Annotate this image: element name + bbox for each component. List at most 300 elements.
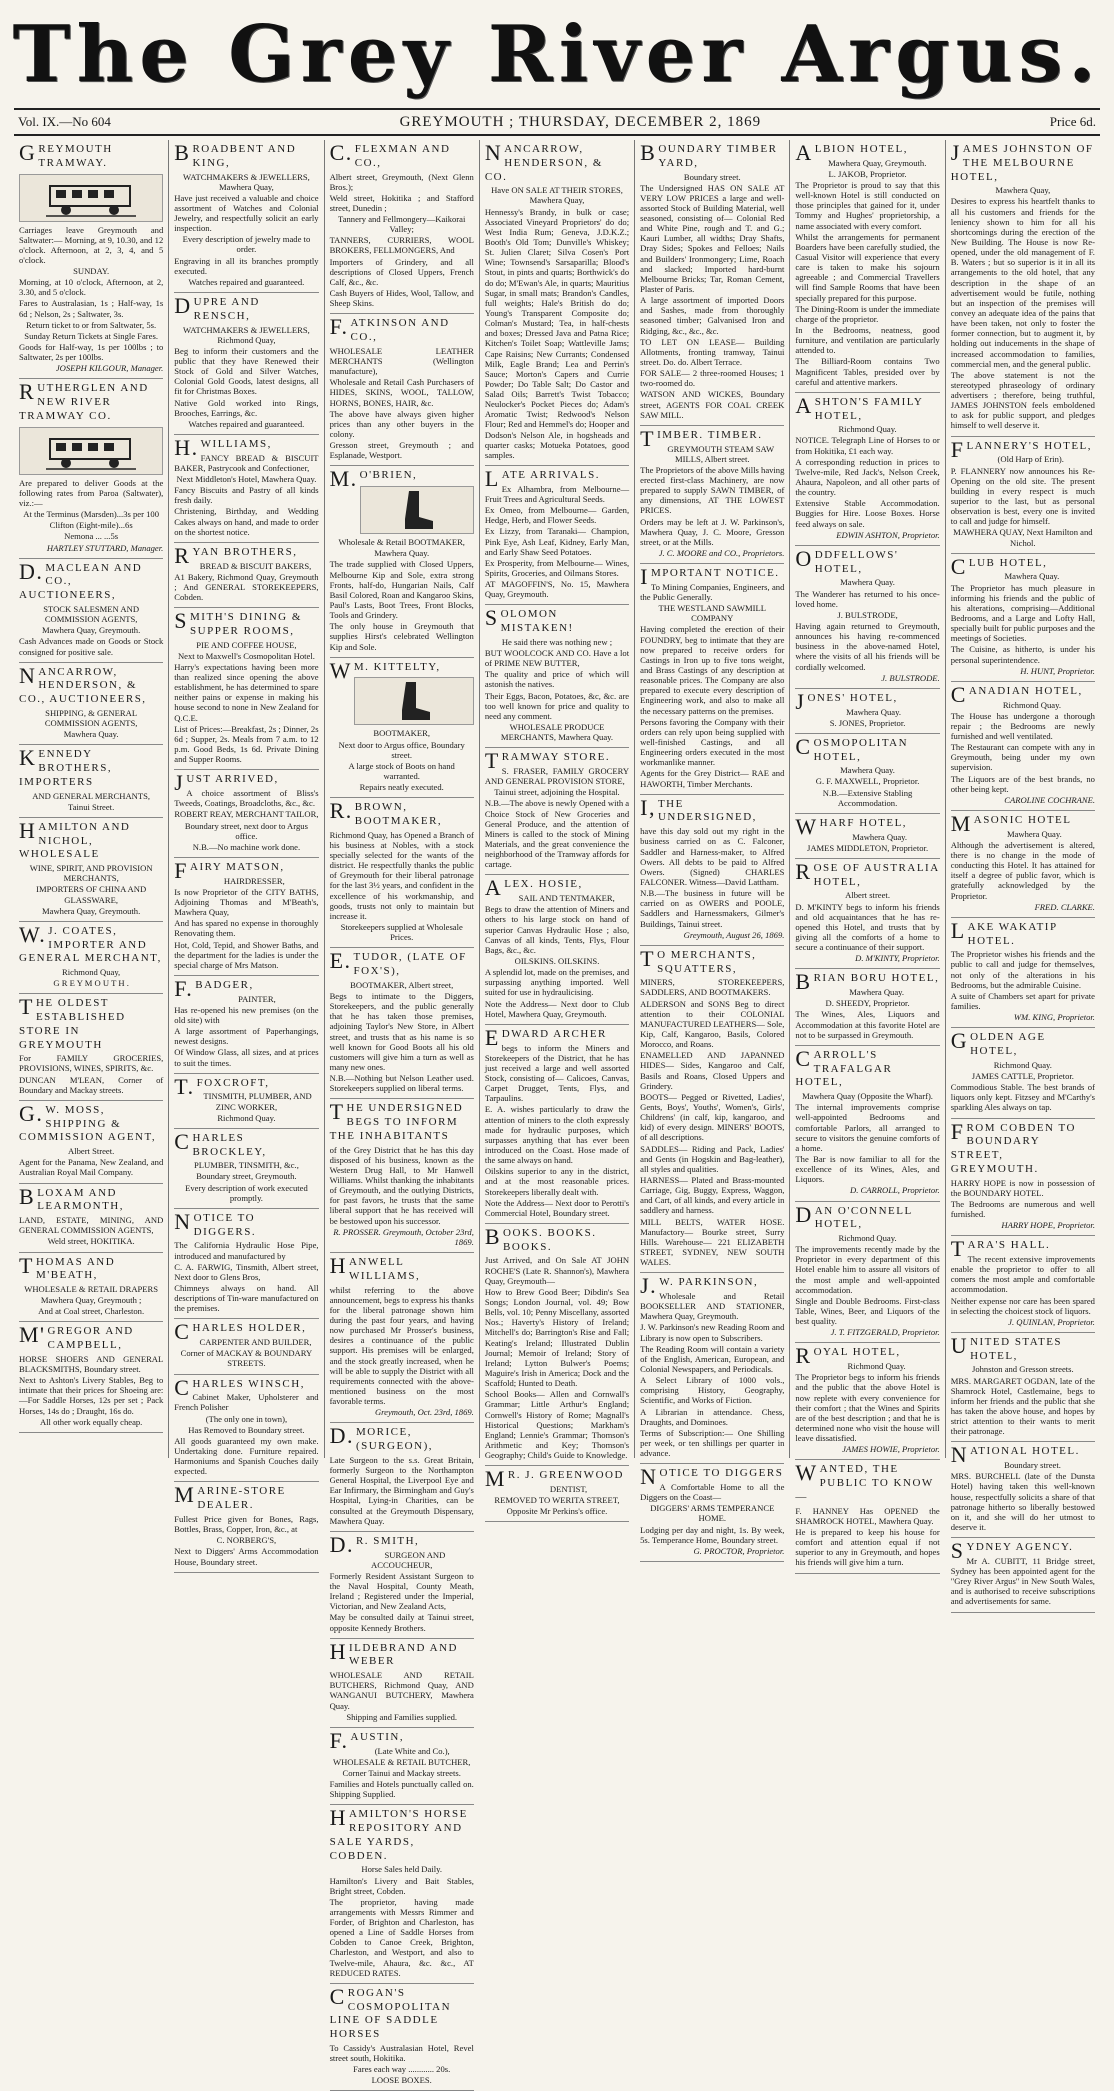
advertisement-heading: MARINE-STORE DEALER. [174, 1482, 286, 1512]
advertisement-heading: ALBION HOTEL, [795, 140, 908, 165]
advertisement-text: TANNERS, CURRIERS, WOOL BROKERS, FELLMONGERS, And [329, 235, 474, 256]
advertisement-text: The proprietor, having made arrangements with Messrs Rimmer and Forder, of Brighton and Charleston, has opened a Line of Saddle Horses from Cobden to Canoe Creek, Brighton, Charleston, and Westport, and also to Twelve-mile, Ahaura, &c. &c., AT REDUCED RATES. [329, 1896, 474, 1978]
advertisement-text: Neither expense nor care has been spared in selecting the choicest stock of liquors. [950, 1295, 1095, 1316]
advertisement [795, 1046, 939, 1202]
advertisement-heading: FLANNERY'S HOTEL, [950, 436, 1093, 462]
advertisement [330, 798, 474, 948]
advertisement-text: HARRY HOPE is now in possession of the BOUNDARY HOTEL. [950, 1177, 1095, 1198]
advertisement-text: N.B.—Extensive Stabling Accommodation. [822, 787, 913, 808]
advertisement-text: N.B.—The business in future will be carried on as OWERS and POOLE, Saddlers and Harnessmakers, Gilmer's Buildings, Tainui street. [640, 888, 785, 929]
advertisement-heading: BROADBENT AND KING, [174, 140, 297, 169]
advertisement-heading: CLUB HOTEL, [950, 553, 1048, 579]
advertisement-heading: J.W. PARKINSON, [640, 1273, 759, 1299]
advertisement-heading: SOLOMON MISTAKEN! [484, 605, 574, 635]
advertisement-signature: Greymouth, August 26, 1869. [683, 929, 785, 940]
advertisement-heading: COSMOPOLITAN HOTEL, [795, 733, 909, 763]
advertisement-text: SADDLES— Riding and Pack, Ladies' and Gents (in Hogskin and Bag-leather), all styles and qualities. [640, 1143, 785, 1174]
advertisement-heading: THE OLDEST ESTABLISHED STORE IN GREYMOUTH [19, 994, 126, 1051]
advertisement [330, 1984, 474, 2091]
advertisement [640, 1273, 784, 1464]
advertisement-text: The Undersigned HAS ON SALE AT VERY LOW PRICES a large and well-assorted Stock of Building Material, well seasoned, consisting of— Colonial Red and White Pine, rough and T. and G.; Kauri Lumber, all widths; Dray Shafts, Dray Sides; Spokes and Felloes; Nails and Builders' Ironmongery; Lime, Roach and slacked; Imported hard-burnt Melbourne Bricks; Tar, Roman Cement, Plaster of Paris. [640, 182, 785, 295]
advertisement-heading: I,THE UNDERSIGNED, [640, 794, 757, 824]
advertisement-heading: W.J. COATES, IMPORTER AND GENERAL MERCHANT, [19, 921, 162, 965]
advertisement-text: MILL BELTS, WATER HOSE. Manufactory— Bourke street, Surry Hills. Warehouse— 221 ELIZABETH STREET, SYDNEY, NEW SOUTH WALES. [640, 1216, 785, 1268]
advertisement-text: A large stock of Boots on hand warranted. [348, 760, 455, 781]
advertisement-heading: TIMBER. TIMBER. [640, 425, 763, 451]
advertisement-text: Mawhera Quay, Greymouth ; [40, 1295, 142, 1306]
advertisement-heading: NANCARROW, HENDERSON, & CO. [484, 140, 603, 183]
advertisement-text: WATSON AND WICKES, Boundary street, AGENTS FOR COAL CREEK SAW MILL. [640, 389, 785, 420]
advertisement [19, 922, 163, 995]
advertisement-heading: MR. J. GREENWOOD [484, 1466, 624, 1492]
place-and-date: GREYMOUTH ; THURSDAY, DECEMBER 2, 1869 [399, 113, 762, 130]
advertisement-text: Begs to draw the attention of Miners and others to his large stock on hand of superior Canvas Hydraulic Hose ; also, Canvas of all kinds, Tents, Flys, Flour Bags, &c., &c. [484, 904, 630, 955]
advertisement [951, 1442, 1095, 1538]
advertisement-text: HORSE SHOERS AND GENERAL BLACKSMITHS, Boundary street. [19, 1353, 164, 1375]
column-6 [790, 140, 945, 1568]
advertisement-text: AND GENERAL MERCHANTS, [32, 790, 151, 801]
advertisement-text: TO LET ON LEASE— Building Allotments, fronting tramway, Tainui street. Do. do. Albert Terrace. [640, 336, 785, 368]
advertisement-heading: BOUNDARY TIMBER YARD, [640, 140, 778, 169]
advertisement-heading: THOMAS AND M'BEATH, [19, 1252, 116, 1282]
advertisement-text: Mawhera Quay. [840, 765, 895, 776]
advertisement-text: Cabinet Maker, Upholsterer and French Polisher [174, 1392, 319, 1413]
advertisement-text: Opposite Mr Perkins's office. [506, 1506, 608, 1517]
advertisement-heading: NATIONAL HOTEL. [950, 1442, 1080, 1468]
dateline-bar [14, 108, 1100, 136]
advertisement-heading: CARROLL'S TRAFALGAR HOTEL, [795, 1045, 893, 1089]
advertisement-heading: KENNEDY BROTHERS, IMPORTERS [19, 745, 113, 788]
advertisement-heading: CROGAN'S COSMOPOLITAN LINE OF SADDLE HORSES [329, 1983, 452, 2041]
advertisement [951, 1236, 1095, 1333]
advertisement-heading: UNITED STATES HOTEL, [950, 1332, 1063, 1362]
advertisement-signature: HARRY HOPE, Proprietor. [1001, 1220, 1095, 1231]
advertisement-signature: WM. KING, Proprietor. [1013, 1012, 1095, 1023]
tram-carriage-illustration [19, 427, 163, 475]
advertisement-text: Boundary street, next door to Argus office. [184, 820, 308, 841]
advertisement [795, 1202, 939, 1344]
advertisement-heading: FROM COBDEN TO BOUNDARY STREET, GREYMOUTH. [950, 1118, 1076, 1175]
advertisement-text: Johnston and Gresson streets. [971, 1364, 1074, 1375]
advertisement-text: have this day sold out my right in the business carried on as C. Falconer, Saddler and Harness-maker, to Alfred Owers. All debts to be paid to Alfred Owers. (Signed) CHARLES FALCONER. Witness—David Lattham. [640, 826, 785, 887]
advertisement-text: The Proprietor is proud to say that this well-known Hotel is still conducted on those principles that gained for it, under Tommy and Hughes' proprietorship, a name associated with every comfort. [795, 180, 940, 231]
advertisement-text: Mawhera Quay. [852, 831, 908, 842]
advertisement-text: The recent extensive improvements enable the proprietor to offer to all comers the most ample and comfortable accommodation. [950, 1253, 1095, 1295]
advertisement-text: (Late White and Co.), [374, 1745, 450, 1756]
advertisement-heading: TO MERCHANTS, SQUATTERS, [640, 945, 757, 975]
advertisement-text: JAMES CATTLE, Proprietor. [971, 1070, 1074, 1081]
advertisement-signature: D. M'KINTY, Proprietor. [855, 953, 940, 964]
advertisement [174, 770, 318, 858]
advertisement [951, 140, 1095, 437]
advertisement-text: The Bar is now familiar to all for the excellence of its Wines, Ales, and Liquors. [795, 1153, 940, 1185]
advertisement-text: Ex Alhambra, from Melbourne— Fruit Trees and Agricultural Seeds. [484, 483, 630, 504]
advertisement-heading: CHARLES HOLDER, [174, 1319, 307, 1345]
advertisement-text: WATCHMAKERS & JEWELLERS, Mawhera Quay, [183, 171, 310, 192]
advertisement-text: WHOLESALE PRODUCE MERCHANTS, Mawhera Quay. [500, 721, 614, 743]
advertisement-text: The above statement is not the stereotyped phraseology of ordinary advertisers ; therefore, being truthful, JAMES JOHNSTON feels emboldened to ask for public support, and pledges himself to well deserve it. [950, 369, 1095, 431]
advertisement-text: Mawhera Quay. [840, 577, 895, 588]
advertisement-text: Albert street, Greymouth, (Next Glenn Bros.); [329, 171, 474, 192]
advertisement-text: Hot, Cold, Tepid, and Shower Baths, and the department for the ladies is under the special charge of Mrs Matson. [174, 939, 319, 970]
advertisement-text: Cash Buyers of Hides, Wool, Tallow, and Sheep Skins. [329, 288, 474, 309]
advertisement-text: Mawhera Quay, Greymouth. [828, 157, 927, 168]
advertisement [19, 745, 163, 818]
advertisement [485, 748, 629, 875]
advertisement-text: A1 Bakery, Richmond Quay, Greymouth ; And GENERAL STOREKEEPERS, Cobden. [174, 571, 319, 602]
advertisement-text: Every description of jewelry made to order. [182, 234, 311, 255]
advertisement [19, 1101, 163, 1184]
advertisement [640, 564, 784, 795]
advertisement-text: Ex Prosperity, from Melbourne— Wines, Spirits, Groceries, and Oilmans Stores. [484, 557, 630, 578]
advertisement-heading: FAIRY MATSON, [174, 857, 285, 883]
advertisement-signature: HARTLEY STUTTARD, Manager. [46, 542, 164, 553]
advertisement-heading: ODDFELLOWS' HOTEL, [795, 545, 899, 575]
advertisement-signature: R. PROSSER. Greymouth, October 23rd, 1869. [333, 1226, 474, 1247]
advertisement-text: The Proprietor wishes his friends and the public to call and judge for themselves, not only of the alterations in his Bedrooms, but the admirable Cuisine. [950, 949, 1095, 990]
advertisement-text: G R E Y M O U T H . [53, 978, 129, 989]
advertisement-text: A suite of Chambers set apart for private families. [950, 990, 1095, 1012]
advertisement [330, 1099, 474, 1253]
advertisement-text: Mawhera Quay (Opposite the Wharf). [802, 1091, 933, 1102]
advertisement-text: A large assortment of Paperhangings, newest designs. [174, 1026, 319, 1047]
boot-illustration [360, 486, 474, 534]
advertisement-text: Commodious Stable. The best brands of liquors only kept. Fitzsey and M'Carthy's sparkling Ales always on tap. [950, 1082, 1095, 1113]
advertisement-heading: GOLDEN AGE HOTEL, [950, 1028, 1046, 1058]
advertisement-heading: THE UNDERSIGNED BEGS TO INFORM THE INHABITANTS [329, 1099, 464, 1142]
advertisement-heading: WM. KITTELTY, [329, 657, 441, 683]
advertisement-text: begs to inform the Miners and Storekeepers of the District, that he has just received a large and well assorted Stock, consisting of— Calicoes, Canvas, Carpet Drugget, Tents, Flys, and Tarpaulins. [484, 1042, 630, 1104]
advertisement [640, 946, 784, 1273]
advertisement-heading: JAMES JOHNSTON OF THE MELBOURNE HOTEL, [950, 140, 1094, 183]
advertisement [951, 1333, 1095, 1442]
advertisement [795, 1343, 939, 1460]
advertisement-text: Late Surgeon to the s.s. Great Britain, formerly Surgeon to the Northampton General Hospital, the Liverpool Eye and Ear Infirmary, the Birmingham and Guy's Hospital, Lying-in Charities, can be consulted at the Greymouth Dispensary, Mawhera Quay. [329, 1454, 474, 1526]
advertisement [795, 546, 939, 689]
advertisement-text: Mawhera Quay, [995, 185, 1051, 196]
advertisement [174, 608, 318, 770]
advertisement-text: Sunday Return Tickets at Single Fares. [24, 330, 158, 341]
advertisement [174, 976, 318, 1074]
advertisement-text: BOOTS— Pegged or Rivetted, Ladies', Gents, Boys', Youths', Women's, Girls', Childrens' (in calf, kip, kangaroo, and kid) of every design. MINERS' BOOTS, of all descriptions. [640, 1091, 785, 1143]
advertisement-text: The Proprietor has much pleasure in informing his friends and the public of his alterations, comprising—Additional Bedrooms, and a Large and Lofty Hall, specially built for public purposes and the meetings of Societies. [950, 582, 1095, 644]
advertisement-text: The Proprietors of the above Mills having erected first-class Machinery, are now prepared to supply SAWN TIMBER, of any dimensions, AT THE LOWEST PRICES. [640, 464, 785, 516]
advertisement-text: STOCK SALESMEN AND COMMISSION AGENTS, [43, 603, 140, 625]
advertisement [330, 1805, 474, 1984]
column-3 [325, 140, 480, 2086]
advertisement [640, 140, 784, 426]
advertisement-text: Mawhera Quay, Greymouth. [42, 905, 141, 916]
advertisement-text: WHOLESALE & RETAIL BUTCHER, [332, 1756, 471, 1767]
advertisement-text: Next to Diggers' Arms Accommodation House, Boundary street. [174, 1546, 319, 1567]
advertisement-text: A Select Library of 1000 vols., comprising History, Geography, Scientific, and Works of Fiction. [640, 1375, 785, 1406]
advertisement-text: Families and Hotels punctually called on. Shipping Supplied. [329, 1779, 474, 1800]
advertisement-text: Note the Address— Next door to Club Hotel, Mawhera Quay, Greymouth. [484, 998, 630, 1019]
advertisement-text: SAIL AND TENTMAKER, [518, 893, 615, 904]
advertisement [19, 818, 163, 922]
advertisement-text: Mawhera Quay. [846, 706, 901, 717]
advertisement-text: Have just received a valuable and choice assortment of Watches and Colonial Jewelry, and respectfully solicit an early inspection. [174, 192, 319, 234]
advertisement-text: Fares each way ............ 20s. [353, 2064, 451, 2075]
advertisement-heading: F.AUSTIN, [329, 1727, 405, 1753]
advertisement-text: Richmond Quay, has Opened a Branch of his business at Nobles, with a stock specially selected for the wants of the district. He respectfully thanks the public of Greymouth for their liberal patronage for the last 3½ years, and confident in the excellence of his workmanship, and goods, trusts not only to maintain but increase it. [329, 829, 474, 921]
advertisement-signature: J. T. FITZGERALD, Proprietor. [830, 1327, 940, 1338]
advertisement-heading: M.O'BRIEN, [329, 466, 418, 492]
advertisement-text: S. FRASER, FAMILY GROCERY AND GENERAL PROVISION STORE, [484, 766, 630, 787]
advertisement [330, 658, 474, 799]
advertisement-text: A large assortment of imported Doors and Sashes, made from thoroughly seasoned timber; Galvanised Iron and Ridging, &c., &c., &c. [640, 295, 785, 336]
advertisement-text: REMOVED TO WERITA STREET, [494, 1495, 620, 1506]
advertisement-text: List of Prices:—Breakfast, 2s ; Dinner, 2s 6d ; Supper, 2s. Meals from 7 a.m. to 12 p.m. Good Beds, 1s 6d. Private Dining and Supper Rooms. [174, 723, 319, 765]
advertisement-text: Wholesale and Retail BOOKSELLER AND STATIONER, Mawhera Quay, Greymouth. [640, 1290, 785, 1322]
advertisement [174, 858, 318, 976]
advertisement-heading: NOTICE TO DIGGERS [640, 1464, 784, 1490]
advertisement [174, 1482, 318, 1572]
volume-number: Vol. IX.—No 604 [18, 114, 111, 129]
advertisement-heading: G.W. MOSS, SHIPPING & COMMISSION AGENT, [19, 1100, 157, 1144]
advertisement-heading: D.MACLEAN AND CO., AUCTIONEERS, [19, 558, 143, 602]
advertisement-heading: F.ATKINSON AND CO., [329, 314, 450, 344]
boot-illustration [354, 677, 474, 725]
advertisement [174, 1209, 318, 1319]
column-2 [169, 140, 324, 1567]
advertisement-text: SUNDAY. [73, 266, 110, 277]
advertisement-text: HARNESS— Plated and Brass-mounted Carriage, Gig, Buggy, Express, Waggon, and Cart, of all kinds, and every article in saddlery and harness. [640, 1174, 785, 1216]
advertisement-text: ENAMELLED AND JAPANNED HIDES— Sides, Kangaroo and Calf, Basils and Roans, Closed Uppers and Grindery. [640, 1050, 785, 1091]
advertisement-text: Fullest Price given for Bones, Rags, Bottles, Brass, Copper, Iron, &c., at [174, 1513, 319, 1535]
advertisement-heading: JUST ARRIVED, [174, 770, 279, 796]
advertisement-text: Their Eggs, Bacon, Potatoes, &c, &c. are too well known for price and quality to need any comment. [484, 690, 630, 721]
advertisement-text: N.B.—Nothing but Nelson Leather used. Storekeepers supplied on liberal terms. [329, 1073, 474, 1094]
advertisement-heading: T.FOXCROFT, [174, 1073, 270, 1099]
advertisement-signature: CAROLINE COCHRANE. [1004, 794, 1095, 805]
advertisement-text: The Restaurant can compete with any in Greymouth, being under my own supervision. [950, 742, 1095, 773]
advertisement-text: (The only one in town), [205, 1413, 288, 1424]
advertisement-text: A Librarian in attendance. Chess, Draughts, and Dominoes. [640, 1406, 785, 1427]
advertisement-text: A Comfortable Home to all the Diggers on the Coast— [640, 1481, 785, 1503]
advertisement-text: Mawhera Quay. [849, 987, 905, 998]
advertisement-text: Return ticket to or from Saltwater, 5s. [26, 319, 157, 330]
advertisement-text: Having completed the erection of their FOUNDRY, beg to intimate that they are now prepared to receive orders for Castings in Iron up to five tons weight, and Brass Castings of any description at reasonable prices. The Company are also prepared to execute every description of Engineering work, and also to make all the necessary patterns on the premises. [640, 624, 785, 716]
advertisement-text: Richmond Quay. [1002, 699, 1061, 710]
advertisement [19, 379, 163, 558]
advertisement-text: MAWHERA QUAY, Next Hamilton and Nichol. [953, 527, 1093, 548]
advertisement-text: of the Grey District that he has this day disposed of his business, known as the Western Drug Hall, to Mr Hanwell Williams. Whilst thanking the inhabitants of Greymouth, and the outlying Districts, for past favors, he trusts that the same liberal support that he has received will be bestowed upon his successor. [329, 1144, 474, 1226]
advertisement-text: Next to Ashton's Livery Stables, Beg to intimate that their prices for Shoeing are:—For Saddle Horses, 12s per set ; Pack Horses, 14s do ; Draught, 16s do. [19, 1375, 164, 1416]
advertisement-text: L. JAKOB, Proprietor. [828, 168, 907, 179]
advertisement-text: Mawhera Quay. [1004, 571, 1060, 582]
advertisement-text: TINSMITH, PLUMBER, AND ZINC WORKER, [203, 1091, 312, 1112]
advertisement-text: F. HANNEY Has OPENED the SHAMROCK HOTEL, Mawhera Quay. [795, 1505, 940, 1526]
advertisement [174, 140, 318, 293]
advertisement-text: The Proprietor begs to inform his friends and the public that the above Hotel is now replete with every convenience for their comfort ; that the Wines and Spirits are of the best description ; and that he is determined none who visit the house will leave dissatisfied. [795, 1372, 940, 1444]
advertisement [795, 1460, 939, 1573]
advertisement-text: For FAMILY GROCERIES, PROVISIONS, WINES, SPIRITS, &c. [19, 1053, 164, 1074]
advertisement-text: And at Coal street, Charleston. [38, 1306, 145, 1317]
advertisement-text: whilst referring to the above announcement, begs to express his thanks for the liberal patronage shown him during the past four years, and having now purchased Mr Prosser's business, desires a continuance of the public support. His premises will be enlarged, and the stock greatly increased, when he will be able to supply the District with all requirements connected with the above-mentioned business on the most favorable terms. [329, 1284, 474, 1407]
advertisement-text: Ex Lizzy, from Taranaki— Champion, Pink Eye, Ash Leaf, Kidney, Early Man, and Early Shaw Seed Potatoes. [484, 526, 630, 557]
advertisement-text: Mawhera Quay. [1006, 828, 1062, 839]
advertisement [19, 140, 163, 379]
advertisement-text: To Mining Companies, Engineers, and the Public Generally. [640, 581, 785, 603]
advertisement-text: Are prepared to deliver Goods at the following rates from Paroa (Saltwater), viz.:— [19, 477, 164, 508]
advertisement-text: Lodging per day and night, 1s. By week, 5s. Temperance Home, Boundary street. [640, 1524, 785, 1545]
advertisement-heading: D.R. SMITH, [329, 1531, 420, 1557]
advertisement [174, 1129, 318, 1209]
advertisement-text: Storekeepers supplied at Wholesale Prices. [340, 922, 463, 943]
advertisement-text: FOR SALE— 2 three-roomed Houses; 1 two-roomed do. [640, 368, 785, 389]
advertisement [951, 918, 1095, 1028]
advertisement-text: ALDERSON and SONS Beg to direct attention to their COLONIAL MANUFACTURED LEATHERS— Sole, Kip, Calf, Kangaroo, Basils, Colored Morocco, and Roans. [640, 998, 785, 1050]
advertisement-heading: DUPRE AND RENSCH, [174, 293, 260, 322]
advertisement-text: Next door to Argus office, Boundary street. [338, 739, 465, 760]
advertisement-text: And has spared no expense in thoroughly Renovating them. [174, 918, 319, 939]
advertisement-text: Boundary street. [1004, 1460, 1061, 1471]
advertisement-text: Has Removed to Boundary street. [188, 1424, 305, 1435]
advertisement [330, 1639, 474, 1728]
advertisement-text: N.B.—No machine work done. [192, 841, 301, 852]
advertisement [951, 554, 1095, 682]
advertisement-text: How to Brew Good Beer; Dibdin's Sea Songs; London Journal, vol. 49; Bow Bells, vol. 10; Penny Miscellany, assorted Nos.; Haverty's History of Ireland; Mitchell's do; Barrington's Rise and Fall; Keating's Ireland; Illustrated Dublin Journal; Memoir of Ireland; Story of Ireland; Lytton Bulwer's Poems; Maguire's Irish in America; Dock and the Scaffold; Hunted to Death. [484, 1286, 630, 1389]
advertisement [19, 663, 163, 746]
advertisement-text: WINE, SPIRIT, AND PROVISION MERCHANTS, [29, 863, 153, 884]
advertisement-text: Shipping and Families supplied. [346, 1711, 458, 1722]
advertisement-text: SHIPPING, & GENERAL COMMISSION AGENTS, [44, 707, 138, 729]
masthead-title: The Grey River Argus. [12, 8, 1102, 100]
advertisement-heading: RYAN BROTHERS, [174, 542, 298, 568]
advertisement [485, 140, 629, 466]
advertisement-signature: H. HUNT, Proprietor. [1020, 665, 1095, 676]
advertisement-text: Persons favoring the Company with their orders can rely upon being supplied with well-finished Castings, and all Engineering orders executed in the most workmanlike manner. [640, 716, 785, 768]
advertisement-text: (Old Harp of Erin). [997, 454, 1064, 465]
advertisement-text: The Liquors are of the best brands, no other being kept. [950, 773, 1095, 794]
advertisement-text: BUT WOOLCOCK AND CO. Have a lot of PRIME NEW BUTTER, [484, 647, 630, 669]
advertisement-text: Terms of Subscription:— One Shilling per week, or ten shillings per quarter in advance. [640, 1427, 785, 1459]
advertisement-heading: ROYAL HOTEL, [795, 1343, 901, 1369]
advertisement-text: AT MAGOFFIN'S, No. 15, Mawhera Quay, Greymouth. [484, 579, 630, 600]
advertisement-heading: TRAMWAY STORE. [484, 748, 611, 774]
advertisement-text: Mawhera Quay, Greymouth. [42, 625, 141, 636]
advertisement-signature: J. BULSTRODE. [881, 672, 940, 683]
advertisement-text: Morning, at 10 o'clock, Afternoon, at 2, 3.30, and 5 o'clock. [19, 277, 164, 298]
advertisement-text: Boundary street. [683, 171, 741, 182]
advertisement-text: PLUMBER, TINSMITH, &c., [193, 1160, 299, 1171]
advertisement [174, 543, 318, 608]
advertisement-text: DENTIST, [549, 1484, 588, 1495]
advertisement-text: Native Gold worked into Rings, Brooches, Earrings, &c. [174, 397, 319, 418]
advertisement-text: Orders may be left at J. W. Parkinson's, Mawhera Quay, J. C. Moore, Gresson street, or at the Mills. [640, 516, 785, 547]
advertisement-text: Mr A. CUBITT, 11 Bridge street, Sydney has been appointed agent for the "Grey River Argus" in New South Wales, and is authorised to receive subscriptions and advertisements for same. [950, 1555, 1095, 1607]
advertisement-heading: ASHTON'S FAMILY HOTEL, [795, 392, 923, 422]
advertisement-text: DIGGERS' ARMS TEMPERANCE HOME. [650, 1503, 775, 1524]
advertisement-text: Richmond Quay. [838, 1233, 897, 1244]
advertisement-text: A choice assortment of Bliss's Tweeds, Coatings, Broadcloths, &c., &c. [174, 788, 319, 809]
advertisement-text: Goods for Half-way, 1s per 100lbs ; to Saltwater, 2s per 100lbs. [19, 342, 164, 363]
advertisement [19, 559, 163, 663]
advertisement [795, 140, 939, 393]
advertisement-text: He is prepared to keep his house for comfort and attention equal if not superior to any in Greymouth, and hopes his friends will give him a turn. [795, 1526, 940, 1568]
advertisement-text: OILSKINS. OILSKINS. [514, 956, 600, 966]
advertisement-text: G. F. MAXWELL, Proprietor. [815, 776, 920, 787]
advertisement-text: Tainui street, adjoining the Hospital. [494, 787, 620, 798]
advertisement [174, 293, 318, 435]
advertisement-text: Cash Advances made on Goods or Stock consigned for positive sale. [19, 636, 164, 657]
advertisement-signature: J. C. MOORE and CO., Proprietors. [658, 548, 785, 559]
advertisement-heading: HAMILTON AND NICHOL, WHOLESALE [19, 817, 131, 861]
advertisement-text: Weld street, HOKITIKA. [47, 1236, 135, 1247]
advertisement-text: A splendid lot, made on the premises, and surpassing anything imported. Well suited for use in hydraulicising. [484, 967, 630, 998]
advertisement-text: D. SHEEDY, Proprietor. [825, 998, 910, 1009]
advertisement-text: C. NORBERG'S, [216, 1535, 277, 1546]
advertisement-text: Watches repaired and guaranteed. [188, 418, 305, 429]
advertisement [19, 1184, 163, 1253]
advertisement-text: Ex Omeo, from Melbourne— Garden, Hedge, Herb, and Flower Seeds. [484, 505, 630, 526]
advertisement-text: Note the Address— Next door to Perotti's Commercial Hotel, Boundary street. [484, 1197, 630, 1218]
advertisement-text: Importers of Grindery, and all descriptions of Closed Uppers, French Calf, &c., &c. [329, 256, 474, 287]
advertisement [19, 1322, 163, 1432]
advertisement-text: Hamilton's Livery and Bait Stables, Bright street, Cobden. [329, 1875, 474, 1896]
advertisement [330, 140, 474, 314]
advertisement-text: All other work equally cheap. [39, 1416, 143, 1427]
advertisement-signature: JOSEPH KILGOUR, Manager. [55, 363, 164, 374]
column-5 [635, 140, 790, 1556]
advertisement-text: Albert street. [845, 890, 890, 901]
advertisement-text: Have ON SALE AT THEIR STORES, Mawhera Quay, [491, 185, 623, 206]
advertisement-text: SURGEON AND ACCOUCHEUR, [371, 1549, 446, 1570]
advertisement-text: The quality and price of which will astonish the natives. [484, 669, 630, 690]
advertisement-text: Having again returned to Greymouth, announces his having re-commenced business in the above-named Hotel, where the visits of all his friends will be cordially welcomed. [795, 620, 940, 672]
advertisement-text: NOTICE. Telegraph Line of Horses to or from Hokitika, £1 each way. [795, 435, 940, 456]
advertisement-text: Mawhera Quay. [374, 548, 430, 559]
advertisement-text: WHOLESALE & RETAIL DRAPERS [24, 1284, 159, 1294]
advertisement-text: GREYMOUTH STEAM SAW MILLS, Albert street. [667, 443, 775, 464]
advertisement-text: Fares to Australasian, 1s ; Half-way, 1s 6d ; Nelson, 2s ; Saltwater, 3s. [19, 298, 164, 319]
advertisement-text: CARPENTER AND BUILDER, [199, 1337, 312, 1348]
advertisement [951, 437, 1095, 554]
advertisement-text: The improvements recently made by the Proprietor in every department of this Hotel enable him to assure all visitors of the most ample and well-appointed accommodation. [795, 1244, 940, 1295]
advertisement-text: At the Terminus (Marsden)...3s per 100 [23, 509, 160, 520]
advertisement-text: School Books— Allen and Cornwall's Grammar; Little Arthur's England; Cornwell's History of Rome; Magnall's Historical Questions; Markham's England; Lennie's Grammar; Thomson's Arithmetic and Key; Thomson's Geography; Child's Guide to Knowledge. [484, 1389, 630, 1461]
advertisement [330, 466, 474, 657]
advertisement [485, 466, 629, 605]
advertisement-text: P. FLANNERY now announces his Re-Opening on the old site. The present building in every respect is much superior to the last, but as personal observation is best, every one is invited to call and judge for himself. [950, 465, 1095, 527]
advertisement-text: Mawhera Quay. [63, 729, 119, 740]
advertisement-text: S. JONES, Proprietor. [829, 717, 906, 728]
advertisement-text: Oilskins superior to any in the district, and at the most reasonable prices. Storekeepers liberally dealt with. [484, 1166, 630, 1197]
advertisement-text: Horse Sales held Daily. [361, 1864, 442, 1875]
advertisement-text: Desires to express his heartfelt thanks to all his customers and friends for the leniency shown to him for all his shortcomings during the erection of the New Building. The House is now Re-opened, under the old management of F. B. Waters ; but so superior is it in all its arrangements to the old hotel, that any description in the shape of an advertisement would be futile, nothing but an inspection of the premises will convey an adequate idea of the pains that have been taken, not only to foster the former connection, but to augment it, by holding out inducements in the shape of increased accommodation to families, commercial men, and the general public. [950, 196, 1095, 369]
advertisement-heading: CHARLES WINSCH, [174, 1374, 305, 1400]
advertisement-text: A corresponding reduction in prices to Twelve-mile, Red Jack's, Nelson Creek, Ahaura, Napoleon, and all other parts of the country. [795, 456, 940, 498]
advertisement-text: Clifton (Eight-mile)...6s [49, 520, 133, 531]
advertisement-text: WHOLESALE AND RETAIL BUTCHERS, Richmond Quay, AND WANGANUI BUTCHERY, Mawhera Quay. [329, 1670, 474, 1711]
advertisement [330, 948, 474, 1099]
advertisement [174, 1319, 318, 1374]
price: Price 6d. [1049, 114, 1096, 129]
advertisement-text: Next Middleton's Hotel, Mawhera Quay. [176, 473, 317, 484]
advertisement [795, 393, 939, 546]
advertisement [795, 734, 939, 814]
advertisement-text: MINERS, STOREKEEPERS, SADDLERS, AND BOOTMAKERS. [640, 977, 785, 998]
advertisement-heading: BOOKS. BOOKS. BOOKS. [484, 1223, 597, 1253]
advertisement [951, 1028, 1095, 1118]
advertisement-text: The above have always given higher prices than any other buyers in the colony. [329, 408, 474, 439]
advertisement [330, 1253, 474, 1423]
advertisement-text: JAMES MIDDLETON, Proprietor. [806, 842, 929, 853]
advertisement-text: Richmond Quay. [993, 1059, 1052, 1070]
advertisement-heading: NANCARROW, HENDERSON, & CO., AUCTIONEERS, [19, 662, 147, 706]
advertisement-heading: HAMILTON'S HORSE REPOSITORY AND SALE YARDS, COBDEN. [329, 1805, 468, 1862]
